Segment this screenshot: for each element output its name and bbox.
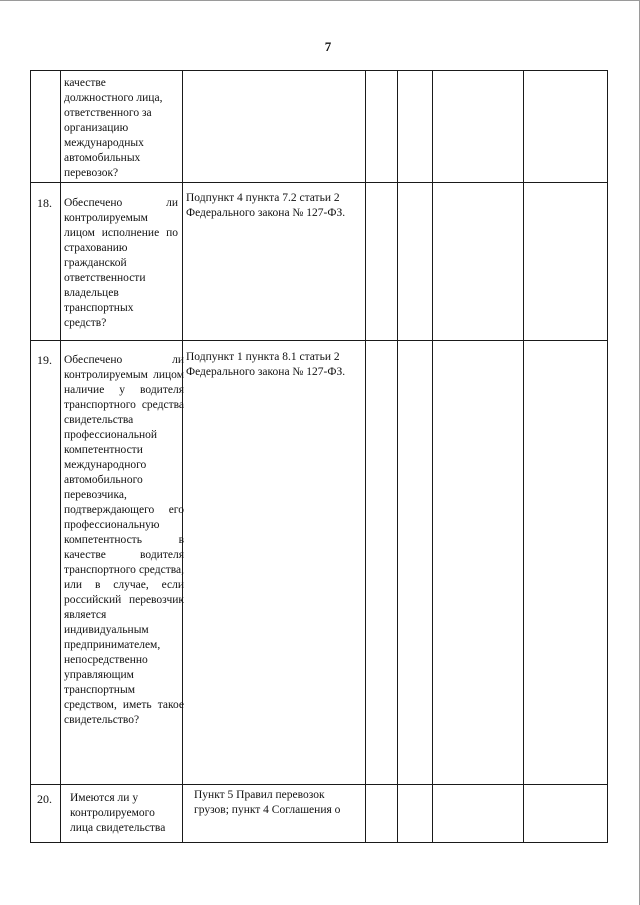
column-divider <box>523 70 524 843</box>
question-text: Обеспечено ли контролируемым лицом исполнение по страхованию гражданской ответственности владельцев транспортных средств? <box>64 197 178 329</box>
row-divider <box>30 340 608 341</box>
item-number: 18. <box>37 196 52 210</box>
column-divider <box>60 70 61 843</box>
row-divider <box>30 784 608 785</box>
item-number: 19. <box>37 353 52 367</box>
legal-reference: Подпункт 1 пункта 8.1 статьи 2 Федерального закона № 127-ФЗ. <box>186 351 346 378</box>
table-border-right <box>607 70 608 843</box>
table-border-bottom <box>30 842 608 843</box>
column-divider <box>432 70 433 843</box>
item-number: 20. <box>37 792 52 806</box>
table-border-left <box>30 70 31 843</box>
legal-reference: Пункт 5 Правил перевозок грузов; пункт 4 Соглашения о <box>194 789 341 816</box>
legal-reference: Подпункт 4 пункта 7.2 статьи 2 Федерального закона № 127-ФЗ. <box>186 192 346 219</box>
scan-top-edge <box>0 0 640 1</box>
column-divider <box>365 70 366 843</box>
row-divider <box>30 182 608 183</box>
question-text: качестве должностного лица, ответственного за организацию международных автомобильных перевозок? <box>64 77 163 179</box>
question-text: Имеются ли у контролируемого лица свидетельства <box>70 792 166 834</box>
table-border-top <box>30 70 608 71</box>
question-text: Обеспечено ли контролируемым лицом наличие у водителя транспортного средства свидетельства профессиональной компетентности международного автомобильного перевозчика, подтверждающего его профессиональную компетентность в качестве водителя транспортного средства, или в случае, если российский перевозчик является индивидуальным предпринимателем, непосредственно управляющим транспортным средством, иметь такое свидетельство? <box>64 354 184 726</box>
column-divider <box>397 70 398 843</box>
page-number: 7 <box>324 39 332 54</box>
